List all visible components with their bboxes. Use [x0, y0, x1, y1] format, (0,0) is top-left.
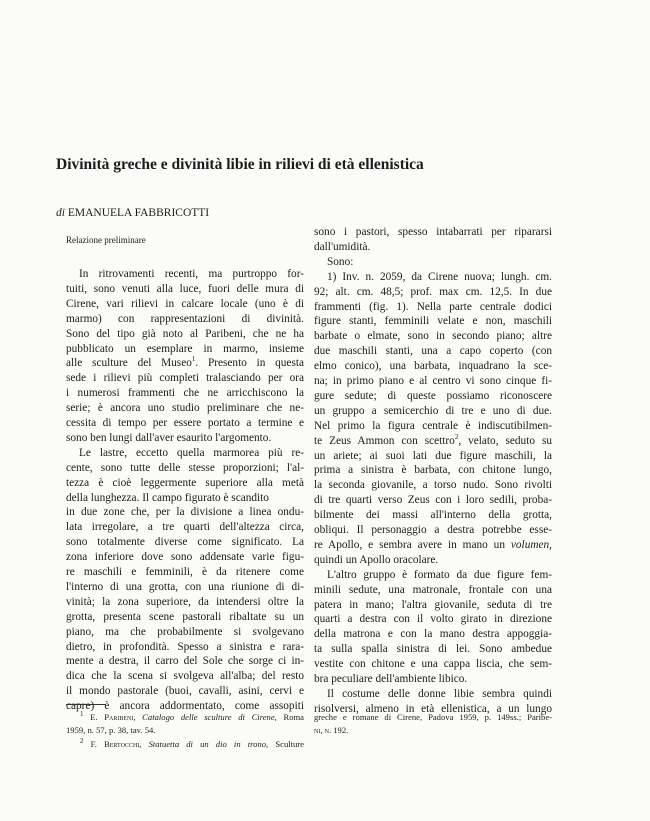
- text-line: [314, 673, 552, 685]
- text-line: [66, 492, 304, 504]
- text-line: [314, 643, 552, 655]
- line-text: il mondo pastorale (buoi, cavalli, asini, cervi e: [66, 685, 304, 698]
- line-text: sono ben lungi dall'aver esaurito l'argomento.: [66, 431, 272, 444]
- line-text: mente a destra, il carro del Sole che sorge ci in-: [66, 655, 304, 668]
- text-line: [314, 226, 552, 238]
- line-text: due maschili stanti, una a capo coperto (con: [314, 345, 552, 358]
- line-text: serie; è ancora uno studio preliminare che ne-: [66, 402, 304, 415]
- line-text: l'interno di una grotta, con una riunione di di-: [66, 580, 304, 593]
- line-text: Sono del tipo già noto al Paribeni, che ne ha: [66, 327, 304, 340]
- text-line: [327, 688, 552, 700]
- text-line: [66, 298, 304, 310]
- text-line: [66, 357, 304, 369]
- footnote-2: [66, 739, 304, 749]
- line-text: Cirene, vari rilievi in calcare locale (uno è di: [66, 297, 304, 310]
- line-text: un gruppo a semicerchio di tre e uno di due.: [314, 404, 552, 417]
- text-line: [314, 360, 552, 372]
- line-text: minili sedute, una matronale, frontale con una: [314, 583, 552, 596]
- footnote-1-line-2: 1959, n. 57, p. 38, tav. 54.: [66, 725, 156, 735]
- text-line: [314, 375, 552, 387]
- text-line: [314, 628, 552, 640]
- text-line: [66, 536, 304, 548]
- footnote-number: 2: [80, 737, 84, 746]
- text-line: [314, 315, 552, 327]
- text-line: [314, 613, 552, 625]
- line-text: alle sculture del Museo: [66, 357, 192, 370]
- footnote-2-continued-line-2: ni, n. 192.: [314, 725, 349, 735]
- footnote-rest: Sculture: [275, 739, 304, 749]
- line-text: Le lastre, eccetto quella marmorea più re-: [79, 446, 304, 459]
- text-line: [314, 432, 552, 447]
- line-text-tail: . Presento in questa: [195, 357, 304, 370]
- line-text: risolversi, almeno in età ellenistica, a un lungo: [314, 702, 552, 715]
- text-line: [314, 599, 552, 611]
- text-line: [66, 328, 304, 340]
- text-line: [66, 387, 304, 399]
- text-line: [66, 417, 304, 429]
- line-text: ta sulla spalla sinistra di lei. Sono ambedue: [314, 643, 552, 656]
- text-line: [314, 584, 552, 596]
- footnote-number: 1: [80, 710, 84, 719]
- text-line: [314, 345, 552, 357]
- text-line: [66, 477, 304, 489]
- footnote-title: Statuetta di un dio in trono,: [148, 739, 269, 749]
- line-text: capre) è ancora addormentato, come assopiti: [66, 700, 304, 713]
- line-text: obliqui. Il personaggio a destra potrebbe esse-: [314, 524, 552, 536]
- text-line: [66, 432, 304, 444]
- line-text: gure sedute; di queste possiamo riconoscere: [314, 389, 552, 402]
- line-text: di tre quarti verso Zeus con i loro sedili, proba-: [314, 494, 552, 507]
- line-text: i numerosi frammenti che ne arricchiscono la: [66, 387, 304, 400]
- text-line: [314, 509, 552, 521]
- line-text: figure stanti, femminili velate e non, maschili: [314, 315, 552, 328]
- line-text: elmo conico), una barbata, inquadrano la sce-: [314, 360, 552, 373]
- text-line: [66, 551, 304, 563]
- line-text: sede i rilievi più completi tralasciando per ora: [66, 372, 304, 385]
- line-text: frammenti (fig. 1). Nella parte centrale dodici: [314, 300, 552, 313]
- line-text: della lunghezza. Il campo figurato è scandito: [66, 491, 269, 504]
- text-line: [66, 700, 304, 712]
- text-line: [66, 596, 304, 608]
- footnote-ref: 2: [454, 432, 459, 441]
- line-text-tail: , velato, seduto su: [458, 434, 552, 447]
- text-line: [314, 330, 552, 342]
- text-line: [314, 420, 552, 432]
- footnote-2-continued: greche e romane di Cirene, Padova 1959, p. 149ss.; Paribe-: [314, 712, 552, 722]
- line-text: vestite con chitone e una cappa liscia, che sem-: [314, 658, 552, 671]
- line-text: in due zone che, per la divisione a linea ondu-: [66, 506, 304, 519]
- text-line: [66, 566, 304, 578]
- line-text: la seconda giovanile, a torso nudo. Sono rivolti: [314, 479, 552, 492]
- line-text: barbate o elmate, sono in secondo piano; altre: [314, 330, 552, 343]
- line-text: patera in mano; l'altra giovanile, seduta di tre: [314, 598, 552, 611]
- text-line: [314, 554, 552, 566]
- footnote-ref: 1: [191, 355, 196, 364]
- line-text: dica che la scena si svolgeva all'alba; del resto: [66, 670, 304, 683]
- text-line: [314, 450, 552, 462]
- text-line: [66, 626, 304, 638]
- line-text: zona inferiore dove sono addensate varie figu-: [66, 551, 304, 564]
- text-line: [66, 611, 304, 623]
- line-text: grotta, presenta scene pastorali ribaltate su un: [66, 610, 304, 623]
- line-text: piano, ma che probabilmente si svolgevano: [66, 625, 304, 638]
- text-line: [314, 464, 552, 476]
- footnote-rest: Roma: [283, 712, 304, 722]
- text-line: [66, 655, 304, 667]
- line-text: quarti a destra con il volto girato in direzione: [314, 613, 552, 626]
- footnote-title: Catalogo delle sculture di Cirene,: [142, 712, 277, 722]
- text-line: [314, 241, 552, 253]
- footnote-author: F. Bertocchi,: [90, 739, 142, 749]
- text-line: [314, 539, 552, 551]
- line-text: 1) Inv. n. 2059, da Cirene nuova; lungh. cm.: [327, 270, 552, 283]
- text-line: [314, 479, 552, 491]
- line-text-tail: ,: [549, 538, 552, 551]
- line-text: bilmente dei massi all'interno della grotta,: [314, 509, 552, 522]
- line-text: sono totalmente diverse come significato. La: [66, 536, 304, 549]
- text-line: [327, 271, 552, 283]
- text-line: [314, 286, 552, 298]
- line-text: 92; alt. cm. 48,5; prof. max cm. 12,5. In due: [314, 285, 552, 298]
- author-prefix: di: [56, 207, 65, 219]
- line-text: Il costume delle donne libie sembra quindi: [327, 687, 552, 700]
- line-text: vinità; la zona superiore, da intendersi oltre la: [66, 595, 304, 608]
- line-text: Nel primo la figura centrale è indiscutibilmen-: [314, 419, 552, 432]
- line-text: marmo) con rappresentazioni di divinità.: [66, 312, 304, 325]
- text-line: [79, 268, 304, 280]
- line-text: dietro, in profondità. Spesso a sinistra e rara-: [66, 640, 304, 653]
- text-line: [327, 256, 552, 268]
- line-text: te Zeus Ammon con scettro: [314, 434, 455, 447]
- line-text: Sono:: [327, 255, 354, 268]
- text-line: [66, 581, 304, 593]
- text-line: [66, 372, 304, 384]
- line-text: tezza è cioè leggermente superiore alla metà: [66, 476, 304, 489]
- text-line: [327, 569, 552, 581]
- line-text: bra peculiare dell'ambiente libico.: [314, 673, 468, 685]
- line-text: In ritrovamenti recenti, ma purtroppo for-: [79, 268, 304, 280]
- author-line: [56, 207, 209, 219]
- report-type: Relazione preliminare: [66, 235, 146, 245]
- author-name: EMANUELA FABBRICOTTI: [67, 207, 210, 219]
- text-line: [66, 521, 304, 533]
- text-line: [66, 506, 304, 518]
- footnote-rule: [66, 704, 106, 705]
- line-text: dall'umidità.: [314, 240, 371, 253]
- article-title: Divinità greche e divinità libie in rilievi di età ellenistica: [56, 156, 424, 173]
- text-line: [66, 343, 304, 355]
- line-text: un ariete; ai suoi lati due figure maschili, la: [314, 449, 552, 462]
- line-text: cessita di tempo per essere portato a termine e: [66, 417, 304, 429]
- footnote-1: [66, 712, 304, 722]
- text-line: [314, 405, 552, 417]
- italic-term: volumen: [510, 538, 550, 551]
- text-line: [66, 685, 304, 697]
- line-text: sono i pastori, spesso intabarrati per ripararsi: [314, 226, 552, 238]
- line-text: cente, sono tutte delle stesse proporzioni; l'al-: [66, 461, 304, 474]
- line-text: lata irregolare, a tre quarti dell'altezza circa,: [66, 521, 304, 534]
- text-line: [314, 494, 552, 506]
- line-text: pubblicato un esemplare in marmo, insieme: [66, 342, 304, 355]
- text-line: [79, 447, 304, 459]
- line-text: L'altro gruppo è formato da due figure fem-: [327, 568, 552, 581]
- line-text: na; in primo piano e al centro vi sono cinque fi-: [314, 375, 552, 387]
- text-line: [66, 670, 304, 682]
- line-text: re maschili e femminili, è da ritenere come: [66, 566, 304, 578]
- text-line: [66, 462, 304, 474]
- text-line: [66, 283, 304, 295]
- line-text: re Apollo, e sembra avere in mano un: [314, 538, 511, 551]
- text-line: [314, 301, 552, 313]
- text-line: [314, 390, 552, 402]
- line-text: quindi un Apollo oracolare.: [314, 553, 439, 566]
- text-line: [66, 313, 304, 325]
- text-line: [66, 402, 304, 414]
- line-text: prima a sinistra è barbata, con chitone lungo,: [314, 464, 552, 477]
- line-text: della matrona e con la mano destra appoggia-: [314, 628, 552, 641]
- text-line: [66, 641, 304, 653]
- text-line: [314, 524, 552, 536]
- line-text: tuiti, sono venuti alla luce, fuori delle mura di: [66, 282, 304, 295]
- footnote-author: E. Paribeni,: [90, 712, 136, 722]
- text-line: [314, 658, 552, 670]
